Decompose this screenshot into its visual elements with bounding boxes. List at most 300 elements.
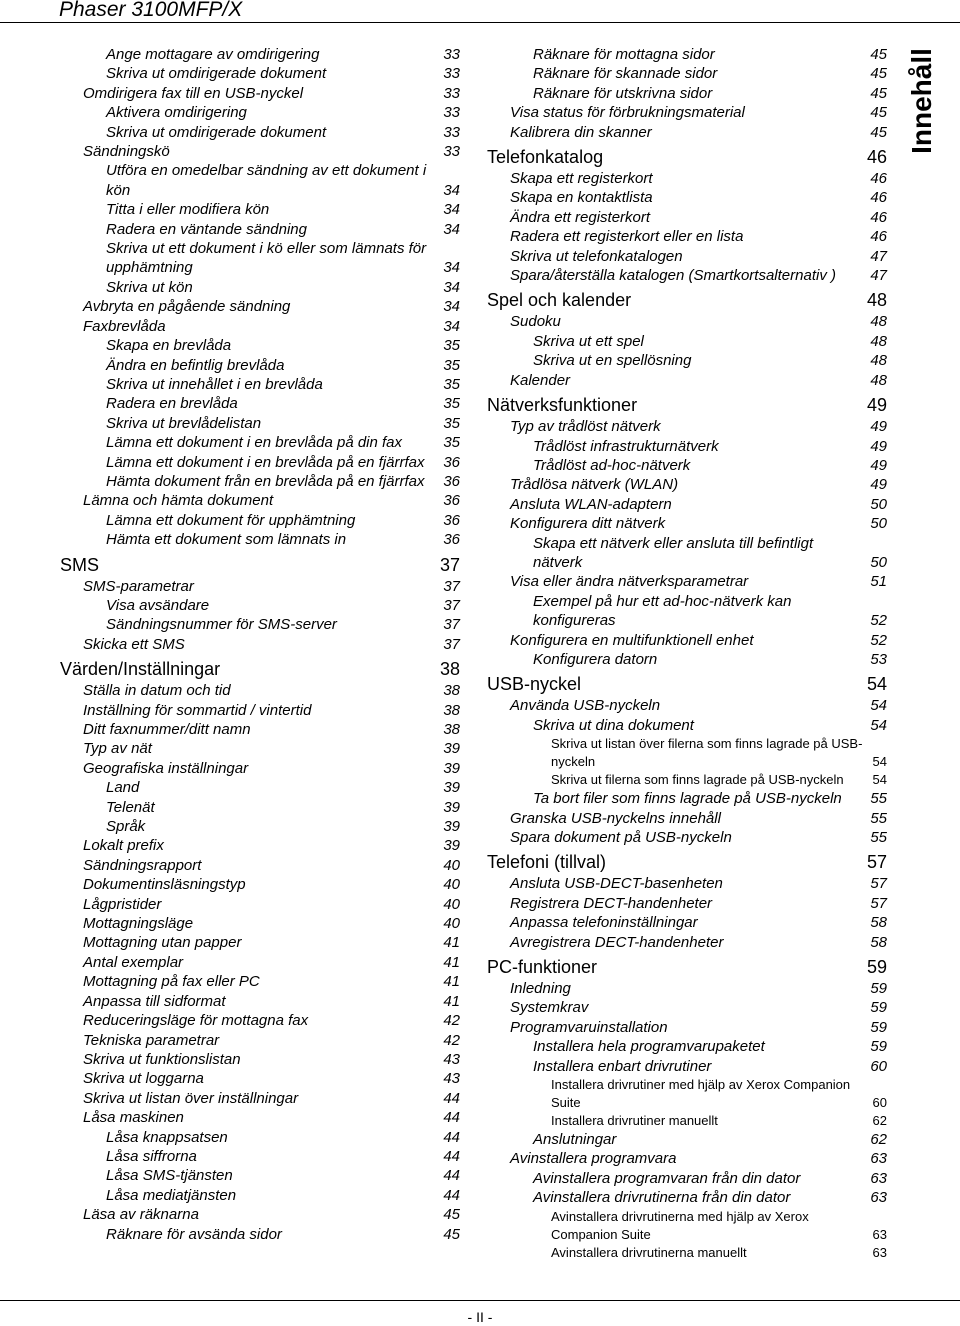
toc-entry	[487, 103, 887, 122]
toc-entry-page: 35	[443, 337, 460, 355]
toc-entry-page: 38	[443, 682, 460, 700]
toc-entry-title: Använda USB-nyckeln	[510, 697, 661, 715]
toc-entry	[487, 371, 887, 390]
toc-entry	[60, 914, 460, 933]
toc-entry-page: 53	[870, 650, 887, 668]
toc-entry	[60, 414, 460, 433]
toc-entry-page: 45	[870, 65, 887, 83]
toc-entry-page: 63	[872, 1226, 887, 1242]
toc-entry-page: 37	[443, 616, 460, 634]
toc-entry-title: Skriva ut loggarna	[83, 1070, 204, 1088]
toc-entry	[60, 739, 460, 758]
toc-entry-title: Trådlösa nätverk (WLAN)	[510, 476, 679, 494]
toc-entry	[487, 771, 887, 789]
toc-entry-page: 40	[443, 915, 460, 933]
toc-entry-title: Antal exemplar	[83, 953, 184, 971]
toc-entry-title: Installera enbart drivrutiner	[533, 1057, 712, 1075]
toc-entry-page: 37	[443, 635, 460, 653]
toc-entry	[60, 596, 460, 615]
toc-entry-title: Trådlöst ad-hoc-nätverk	[533, 456, 691, 474]
toc-entry-title: Lämna och hämta dokument	[83, 492, 274, 510]
toc-entry-title: Titta i eller modifiera kön	[106, 201, 270, 219]
section-tab	[906, 40, 938, 162]
toc-entry-title: Utföra en omedelbar sändning av ett dokument i kön	[106, 162, 427, 199]
toc-entry-title: Skriva ut en spellösning	[533, 352, 692, 370]
toc-entry-page: 41	[443, 973, 460, 991]
toc-chapter	[487, 145, 887, 169]
toc-entry-page: 57	[870, 875, 887, 893]
toc-entry	[487, 437, 887, 456]
toc-entry-page: 33	[443, 46, 460, 63]
toc-entry-title: Inledning	[510, 980, 571, 998]
toc-entry-page: 45	[870, 104, 887, 122]
toc-entry-page: 47	[870, 247, 887, 265]
toc-entry	[60, 317, 460, 336]
toc-chapter	[487, 955, 887, 979]
toc-entry-page: 43	[443, 1070, 460, 1088]
toc-entry-page: 60	[870, 1057, 887, 1075]
toc-entry-title: Skriva ut filerna som finns lagrade på USB-nyckeln	[551, 772, 844, 788]
toc-entry-page: 63	[872, 1244, 887, 1260]
toc-entry-title: Ta bort filer som finns lagrade på USB-nyckeln	[533, 790, 842, 808]
toc-entry-page: 54	[872, 772, 887, 788]
toc-entry-title: Telefoni (tillval)	[487, 852, 607, 873]
toc-entry	[60, 1166, 460, 1185]
toc-entry-title: Registrera DECT-handenheter	[510, 894, 713, 912]
toc-entry	[487, 735, 887, 771]
toc-entry-page: 33	[443, 65, 460, 83]
toc-entry	[487, 1018, 887, 1037]
toc-entry-page: 45	[870, 84, 887, 102]
toc-entry-page: 42	[443, 1031, 460, 1049]
toc-entry-title: Exempel på hur ett ad-hoc-nätverk kan konfigureras	[533, 592, 792, 630]
toc-entry	[60, 530, 460, 549]
toc-entry-title: Språk	[106, 818, 146, 836]
toc-entry-title: Ditt faxnummer/ditt namn	[83, 721, 251, 738]
toc-entry-page: 39	[443, 798, 460, 816]
toc-entry	[60, 45, 460, 64]
toc-entry-title: Skapa en brevlåda	[106, 337, 232, 355]
toc-entry	[60, 953, 460, 972]
toc-entry-title: Avinstallera drivrutinerna med hjälp av Xerox Companion Suite	[551, 1208, 809, 1242]
toc-entry-title: Skapa en kontaktlista	[510, 189, 653, 207]
toc-entry-page: 38	[443, 721, 460, 738]
toc-entry	[487, 874, 887, 893]
toc-entry-page: 34	[443, 201, 460, 219]
toc-entry-page: 35	[443, 434, 460, 452]
toc-entry	[60, 778, 460, 797]
toc-entry-page: 46	[866, 147, 887, 168]
toc-entry-title: Skriva ut brevlådelistan	[106, 414, 262, 432]
toc-entry-page: 34	[443, 278, 460, 296]
toc-entry	[487, 1208, 887, 1244]
toc-entry-title: Låsa knappsatsen	[106, 1128, 228, 1146]
toc-entry-page: 62	[872, 1113, 887, 1129]
toc-entry-title: Granska USB-nyckelns innehåll	[510, 809, 721, 827]
toc-entry-title: Sändningskö	[83, 143, 170, 161]
toc-entry-page: 36	[443, 531, 460, 549]
toc-entry-page: 49	[870, 476, 887, 494]
toc-entry-title: Installera hela programvarupaketet	[533, 1038, 765, 1056]
toc-right-column	[487, 45, 887, 1262]
toc-entry-title: Skriva ut omdirigerade dokument	[106, 65, 327, 83]
toc-entry-title: Telenät	[106, 798, 155, 816]
toc-entry	[60, 1089, 460, 1108]
toc-entry-title: Nätverksfunktioner	[487, 395, 638, 416]
toc-entry-page: 40	[443, 856, 460, 874]
toc-entry-title: Sändningsnummer för SMS-server	[106, 616, 337, 634]
toc-entry-page: 59	[870, 1038, 887, 1056]
toc-entry-page: 44	[443, 1186, 460, 1204]
toc-entry-page: 54	[866, 674, 887, 695]
toc-entry-page: 33	[443, 84, 460, 102]
toc-entry-page: 49	[870, 418, 887, 436]
toc-entry	[60, 1050, 460, 1069]
toc-entry	[487, 84, 887, 103]
toc-entry	[487, 208, 887, 227]
toc-entry	[487, 809, 887, 828]
toc-entry-title: Skriva ut listan över filerna som finns lagrade på USB-nyckeln	[551, 736, 863, 770]
toc-entry	[487, 188, 887, 207]
toc-entry-title: Avinstallera drivrutinerna från din dator	[533, 1189, 791, 1207]
toc-entry-page: 58	[870, 933, 887, 951]
toc-entry-page: 49	[866, 395, 887, 416]
toc-entry-page: 36	[443, 453, 460, 471]
toc-entry-page: 47	[870, 267, 887, 285]
toc-entry-page: 35	[443, 356, 460, 374]
toc-entry-title: Låsa SMS-tjänsten	[106, 1167, 233, 1185]
toc-entry-title: Avinstallera drivrutinerna manuellt	[551, 1244, 747, 1260]
document-title: Phaser 3100MFP/X	[59, 0, 243, 21]
toc-entry	[60, 1147, 460, 1166]
toc-entry	[60, 1186, 460, 1205]
toc-entry-page: 34	[443, 317, 460, 335]
toc-entry-page: 52	[870, 612, 887, 630]
toc-entry-page: 39	[443, 818, 460, 836]
toc-entry-title: Skriva ut funktionslistan	[83, 1050, 241, 1068]
toc-entry	[60, 615, 460, 634]
toc-entry	[487, 227, 887, 246]
toc-left-column	[60, 45, 460, 1244]
toc-entry-title: Räknare för mottagna sidor	[533, 46, 715, 63]
toc-entry-title: Radera en väntande sändning	[106, 220, 307, 238]
toc-entry-page: 46	[870, 228, 887, 246]
toc-entry-page: 63	[870, 1150, 887, 1168]
toc-entry-page: 48	[866, 290, 887, 311]
toc-entry-title: Lämna ett dokument i en brevlåda på en fjärrfax	[106, 453, 425, 471]
toc-entry-page: 35	[443, 414, 460, 432]
toc-entry-title: Räknare för utskrivna sidor	[533, 84, 713, 102]
toc-entry-page: 59	[870, 980, 887, 998]
toc-entry-page: 37	[439, 554, 460, 575]
toc-entry-page: 41	[443, 953, 460, 971]
toc-entry-page: 44	[443, 1128, 460, 1146]
toc-entry-page: 36	[443, 511, 460, 529]
toc-entry	[60, 123, 460, 142]
toc-entry-title: Ansluta USB-DECT-basenheten	[510, 875, 723, 893]
toc-entry-page: 59	[870, 999, 887, 1017]
toc-entry-page: 33	[443, 143, 460, 161]
toc-entry	[60, 720, 460, 739]
toc-entry-page: 44	[443, 1167, 460, 1185]
toc-entry-title: Spara dokument på USB-nyckeln	[510, 829, 732, 846]
toc-entry-page: 57	[866, 852, 887, 873]
footer-divider	[0, 1300, 960, 1301]
toc-entry-page: 35	[443, 375, 460, 393]
toc-entry-page: 57	[870, 894, 887, 912]
toc-entry-page: 45	[870, 123, 887, 141]
toc-entry-page: 44	[443, 1147, 460, 1165]
toc-entry-page: 39	[443, 740, 460, 758]
toc-entry-page: 42	[443, 1012, 460, 1030]
toc-entry-title: Tekniska parametrar	[83, 1031, 220, 1049]
toc-entry-title: Anpassa telefoninställningar	[510, 914, 698, 932]
toc-entry-title: Konfigurera en multifunktionell enhet	[510, 631, 754, 649]
toc-chapter	[487, 393, 887, 417]
toc-entry-page: 44	[443, 1109, 460, 1127]
toc-entry-title: Reduceringsläge för mottagna fax	[83, 1012, 309, 1030]
toc-entry	[60, 933, 460, 952]
toc-entry	[487, 1188, 887, 1207]
toc-entry-title: Låsa siffrorna	[106, 1147, 197, 1165]
toc-entry-title: Avbryta en pågående sändning	[83, 298, 291, 316]
toc-entry	[487, 716, 887, 735]
toc-entry	[487, 913, 887, 932]
toc-entry-title: Inställning för sommartid / vintertid	[83, 701, 312, 719]
toc-chapter	[487, 288, 887, 312]
toc-entry-title: Typ av trådlöst nätverk	[510, 418, 661, 436]
toc-entry-page: 38	[443, 701, 460, 719]
toc-entry-page: 34	[443, 181, 460, 199]
toc-entry-page: 48	[870, 371, 887, 389]
toc-entry-page: 34	[443, 259, 460, 277]
toc-entry	[487, 266, 887, 285]
toc-entry-title: Ställa in datum och tid	[83, 682, 231, 700]
toc-entry	[60, 577, 460, 596]
toc-entry	[60, 200, 460, 219]
toc-entry	[60, 511, 460, 530]
toc-chapter	[487, 672, 887, 696]
toc-entry-title: Skriva ut ett spel	[533, 332, 644, 350]
toc-entry	[487, 789, 887, 808]
toc-entry	[487, 169, 887, 188]
toc-entry	[60, 64, 460, 83]
toc-entry	[487, 475, 887, 494]
toc-entry	[60, 375, 460, 394]
toc-entry-page: 36	[443, 492, 460, 510]
toc-entry-page: 55	[870, 809, 887, 827]
toc-entry-title: Lokalt prefix	[83, 837, 164, 855]
toc-entry-title: Faxbrevlåda	[83, 317, 166, 335]
toc-entry-title: Läsa av räknarna	[83, 1206, 199, 1224]
toc-entry-page: 45	[443, 1206, 460, 1224]
toc-entry-title: Mottagningsläge	[83, 915, 194, 933]
toc-entry-page: 44	[443, 1089, 460, 1107]
toc-entry-title: Skapa ett nätverk eller ansluta till befintligt nätverk	[533, 534, 814, 571]
toc-entry-title: Installera drivrutiner med hjälp av Xerox Companion Suite	[551, 1077, 851, 1111]
toc-entry	[487, 998, 887, 1017]
toc-entry	[487, 1112, 887, 1130]
toc-entry-title: Skriva ut innehållet i en brevlåda	[106, 375, 323, 393]
toc-entry-page: 49	[870, 456, 887, 474]
toc-entry-title: Lämna ett dokument i en brevlåda på din fax	[106, 434, 403, 452]
toc-entry-title: SMS	[60, 554, 100, 575]
toc-entry	[487, 247, 887, 266]
toc-entry-page: 45	[870, 46, 887, 63]
toc-entry	[60, 1205, 460, 1224]
toc-entry-title: Dokumentinsläsningstyp	[83, 876, 246, 894]
toc-entry	[60, 453, 460, 472]
toc-entry-title: Ansluta WLAN-adaptern	[510, 495, 672, 513]
toc-entry-title: Spara/återställa katalogen (Smartkortsalternativ )	[510, 267, 836, 285]
toc-entry	[60, 297, 460, 316]
toc-entry-title: Låsa maskinen	[83, 1109, 184, 1127]
toc-entry	[60, 701, 460, 720]
toc-entry	[487, 650, 887, 669]
toc-entry	[487, 1076, 887, 1112]
toc-entry-title: Hämta dokument från en brevlåda på en fjärrfax	[106, 472, 425, 490]
toc-entry	[487, 1057, 887, 1076]
toc-entry-page: 33	[443, 104, 460, 122]
toc-entry-page: 33	[443, 123, 460, 141]
toc-entry	[60, 1011, 460, 1030]
toc-entry-title: Sändningsrapport	[83, 856, 202, 874]
toc-entry	[60, 798, 460, 817]
toc-entry	[487, 592, 887, 631]
toc-entry	[60, 895, 460, 914]
toc-entry-title: PC-funktioner	[487, 957, 598, 978]
toc-entry-page: 43	[443, 1050, 460, 1068]
toc-entry	[60, 278, 460, 297]
toc-entry-title: Mottagning utan papper	[83, 934, 242, 952]
toc-entry-title: Konfigurera ditt nätverk	[510, 515, 666, 533]
toc-entry	[487, 312, 887, 331]
toc-entry	[60, 1069, 460, 1088]
toc-entry-title: Visa avsändare	[106, 596, 210, 614]
toc-entry-page: 34	[443, 298, 460, 316]
toc-entry-title: Sudoku	[510, 313, 561, 331]
toc-entry	[487, 417, 887, 436]
toc-entry	[487, 456, 887, 475]
toc-entry	[487, 332, 887, 351]
toc-entry	[60, 394, 460, 413]
toc-entry-page: 51	[870, 573, 887, 591]
toc-entry	[487, 351, 887, 370]
toc-entry-title: Avinstallera programvaran från din dator	[533, 1169, 801, 1187]
toc-entry	[487, 979, 887, 998]
toc-entry-title: Anpassa till sidformat	[83, 992, 226, 1010]
toc-entry	[60, 336, 460, 355]
toc-entry-title: Avinstallera programvara	[510, 1150, 677, 1168]
toc-entry-title: Räknare för skannade sidor	[533, 65, 718, 83]
page-number: - II -	[467, 1309, 493, 1325]
toc-entry-page: 48	[870, 313, 887, 331]
toc-entry-title: Avregistrera DECT-handenheter	[510, 933, 724, 951]
toc-entry-page: 54	[870, 716, 887, 734]
toc-entry	[60, 433, 460, 452]
toc-entry-title: Visa status för förbrukningsmaterial	[510, 104, 745, 122]
toc-chapter	[60, 657, 460, 681]
toc-entry-title: Skriva ut omdirigerade dokument	[106, 123, 327, 141]
toc-entry	[60, 817, 460, 836]
toc-entry-page: 37	[443, 577, 460, 595]
toc-entry-title: Spel och kalender	[487, 290, 632, 311]
toc-entry-page: 52	[870, 631, 887, 649]
toc-entry	[487, 1037, 887, 1056]
toc-entry-page: 39	[443, 837, 460, 855]
toc-entry-page: 46	[870, 208, 887, 226]
toc-entry-title: Ändra en befintlig brevlåda	[106, 356, 285, 374]
toc-entry	[487, 631, 887, 650]
toc-entry	[487, 894, 887, 913]
toc-entry	[60, 635, 460, 654]
toc-entry	[60, 472, 460, 491]
toc-entry-title: Radera en brevlåda	[106, 395, 238, 413]
toc-entry-page: 55	[870, 790, 887, 808]
toc-entry	[487, 45, 887, 64]
toc-entry-page: 38	[439, 659, 460, 680]
toc-entry-title: USB-nyckel	[487, 674, 582, 695]
toc-entry-page: 55	[870, 829, 887, 846]
toc-entry	[487, 64, 887, 83]
toc-entry-title: Skriva ut telefonkatalogen	[510, 247, 683, 265]
toc-entry	[60, 992, 460, 1011]
toc-chapter	[60, 553, 460, 577]
toc-entry-title: Skriva ut listan över inställningar	[83, 1089, 299, 1107]
toc-entry-page: 58	[870, 914, 887, 932]
toc-entry-page: 34	[443, 220, 460, 238]
toc-entry-page: 41	[443, 992, 460, 1010]
toc-entry	[60, 1031, 460, 1050]
toc-entry-title: SMS-parametrar	[83, 577, 194, 595]
toc-entry	[60, 759, 460, 778]
toc-entry-page: 35	[443, 395, 460, 413]
toc-entry-title: Telefonkatalog	[487, 147, 604, 168]
toc-entry-title: Systemkrav	[510, 999, 589, 1017]
page-header	[0, 0, 960, 23]
toc-entry	[60, 972, 460, 991]
toc-entry-page: 40	[443, 895, 460, 913]
toc-entry-page: 48	[870, 352, 887, 370]
toc-entry-page: 54	[870, 697, 887, 715]
toc-entry	[487, 1169, 887, 1188]
toc-entry	[60, 491, 460, 510]
toc-entry	[487, 1244, 887, 1262]
toc-entry-title: Land	[106, 779, 140, 797]
toc-entry-title: Låsa mediatjänsten	[106, 1186, 237, 1204]
toc-entry-title: Ändra ett registerkort	[510, 208, 651, 226]
toc-entry-page: 45	[443, 1225, 460, 1243]
toc-entry-page: 50	[870, 495, 887, 513]
toc-entry-page: 60	[872, 1095, 887, 1111]
toc-entry	[487, 534, 887, 573]
toc-entry-page: 41	[443, 934, 460, 952]
toc-entry-title: Lämna ett dokument för upphämtning	[106, 511, 356, 529]
toc-entry	[487, 1149, 887, 1168]
toc-entry	[60, 161, 460, 200]
toc-entry	[60, 103, 460, 122]
toc-entry-page: 50	[870, 515, 887, 533]
toc-entry-title: Anslutningar	[533, 1131, 617, 1149]
toc-entry	[60, 142, 460, 161]
toc-entry-title: Aktivera omdirigering	[106, 104, 247, 122]
toc-entry-page: 63	[870, 1189, 887, 1207]
toc-entry	[60, 856, 460, 875]
section-tab-label: Innehåll	[906, 48, 937, 154]
toc-entry-title: Skapa ett registerkort	[510, 170, 653, 188]
toc-entry-title: Geografiska inställningar	[83, 759, 249, 777]
toc-entry-page: 49	[870, 437, 887, 455]
